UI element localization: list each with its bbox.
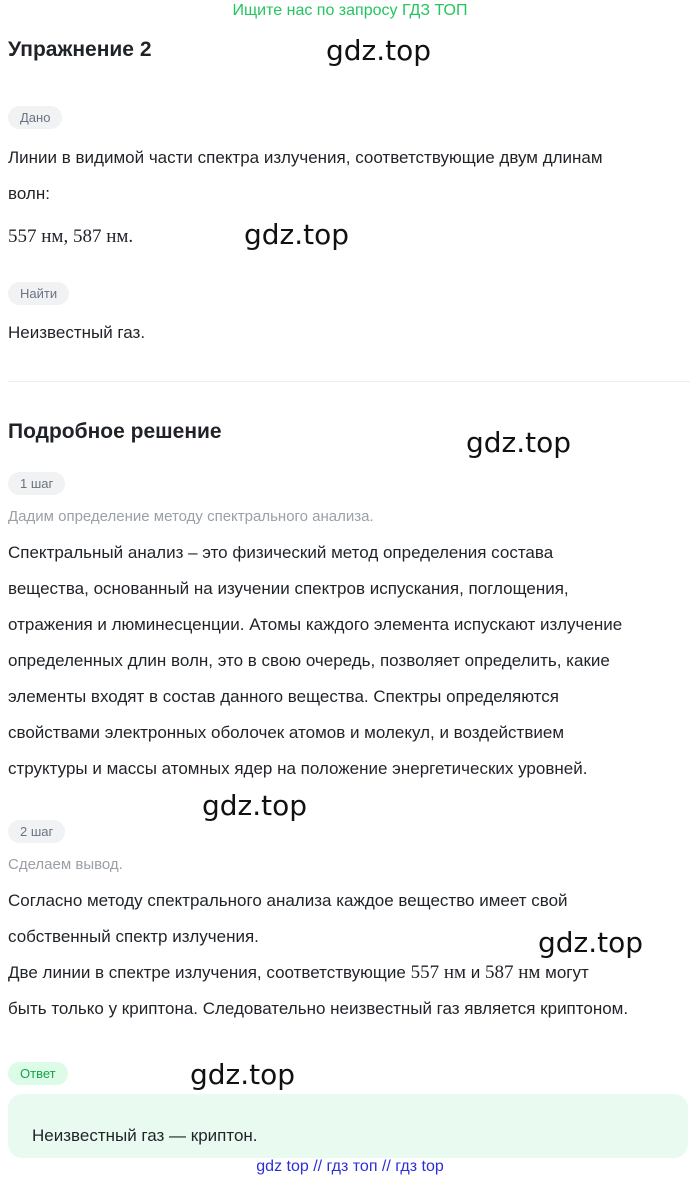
exercise-title: Упражнение 2 [8,38,152,61]
step2-chip: 2 шаг [8,820,65,843]
step1-line: вещества, основанный на изучении спектров испускания, поглощения, [8,579,569,598]
wavelength-1: 557 нм [410,962,467,983]
watermark: gdz.top [244,218,350,251]
step1-intro: Дадим определение методу спектрального анализа. [8,508,374,525]
given-formula: 557 нм, 587 нм. [8,226,134,247]
step1-line: отражения и люминесценции. Атомы каждого элемента испускают излучение [8,615,623,634]
step2-line-3: Две линии в спектре излучения, соответствующие 557 нм и 587 нм могут [8,962,589,983]
search-banner: Ищите нас по запросу ГДЗ ТОП [232,2,468,19]
watermark: gdz.top [538,926,644,959]
step1-chip: 1 шаг [8,472,65,495]
find-chip: Найти [8,282,69,305]
answer-text: Неизвестный газ — криптон. [32,1126,258,1145]
watermark: gdz.top [466,426,572,459]
step2-line-4: быть только у криптона. Следовательно неизвестный газ является криптоном. [8,999,629,1018]
step1-line: элементы входят в состав данного вещества. Спектры определяются [8,687,559,706]
solution-title: Подробное решение [8,420,222,443]
step1-line: определенных длин волн, это в свою очередь, позволяет определить, какие [8,651,610,670]
section-divider [8,381,690,382]
find-text: Неизвестный газ. [8,323,146,342]
given-text [8,140,690,212]
step1-line: свойствами электронных оболочек атомов и молекул, и воздействием [8,723,565,742]
watermark: gdz.top [202,789,308,822]
step2-line-2: собственный спектр излучения. [8,927,259,946]
step1-line: структуры и массы атомных ядер на положение энергетических уровней. [8,759,588,778]
step2-line-1: Согласно методу спектрального анализа каждое вещество имеет свой [8,891,568,910]
answer-chip: Ответ [8,1062,68,1085]
given-line-2: волн: [8,184,50,203]
wavelength-2: 587 нм [484,962,541,983]
step2-intro: Сделаем вывод. [8,856,123,873]
watermark: gdz.top [326,34,432,67]
given-chip: Дано [8,106,62,129]
footer-links: gdz top // гдз топ // гдз top [256,1158,444,1175]
watermark: gdz.top [190,1058,296,1091]
given-line-1: Линии в видимой части спектра излучения, соответствующие двум длинам [8,148,603,167]
step1-text [8,535,690,787]
step1-line: Спектральный анализ – это физический метод определения состава [8,543,554,562]
